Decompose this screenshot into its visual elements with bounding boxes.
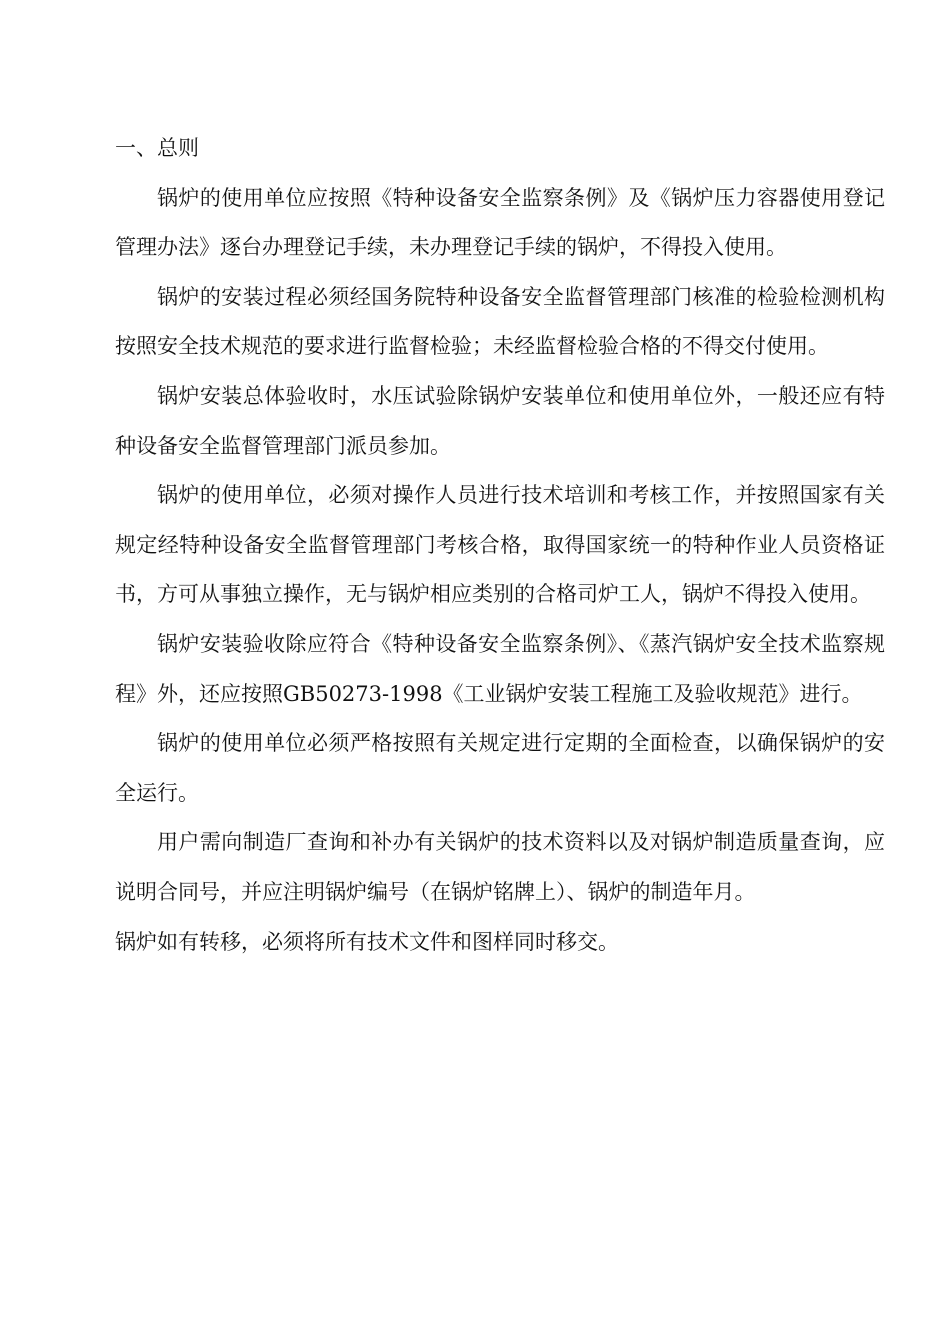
paragraph-periodic-inspection: 锅炉的使用单位必须严格按照有关规定进行定期的全面检查，以确保锅炉的安全运行。 (115, 731, 885, 805)
paragraph-transfer: 锅炉如有转移，必须将所有技术文件和图样同时移交。 (115, 929, 619, 954)
paragraph-registration: 锅炉的使用单位应按照《特种设备安全监察条例》及《锅炉压力容器使用登记管理办法》逐台办理登记手续，未办理登记手续的锅炉，不得投入使用。 (115, 185, 885, 260)
paragraph-installation-inspection: 锅炉的安装过程必须经国务院特种设备安全监督管理部门核准的检验检测机构按照安全技术规范的要求进行监督检验；未经监督检验合格的不得交付使用。 (115, 284, 885, 359)
paragraph-manufacturer-inquiry: 用户需向制造厂查询和补办有关锅炉的技术资料以及对锅炉制造质量查询，应说明合同号，并应注明锅炉编号（在锅炉铭牌上）、锅炉的制造年月。 (115, 830, 885, 904)
paragraph-acceptance-standards: 锅炉安装验收除应符合《特种设备安全监察条例》、《蒸汽锅炉安全技术监察规程》外，还应按照GB50273-1998《工业锅炉安装工程施工及验收规范》进行。 (115, 631, 885, 706)
section-heading: 一、总则 (115, 136, 199, 160)
document-body (115, 124, 885, 967)
paragraph-hydrostatic-test: 锅炉安装总体验收时，水压试验除锅炉安装单位和使用单位外，一般还应有特种设备安全监督管理部门派员参加。 (115, 383, 885, 458)
paragraph-operator-training: 锅炉的使用单位，必须对操作人员进行技术培训和考核工作，并按照国家有关规定经特种设备安全监督管理部门考核合格，取得国家统一的特种作业人员资格证书，方可从事独立操作，无与锅炉相应类别的合格司炉工人，锅炉不得投入使用。 (115, 483, 885, 607)
